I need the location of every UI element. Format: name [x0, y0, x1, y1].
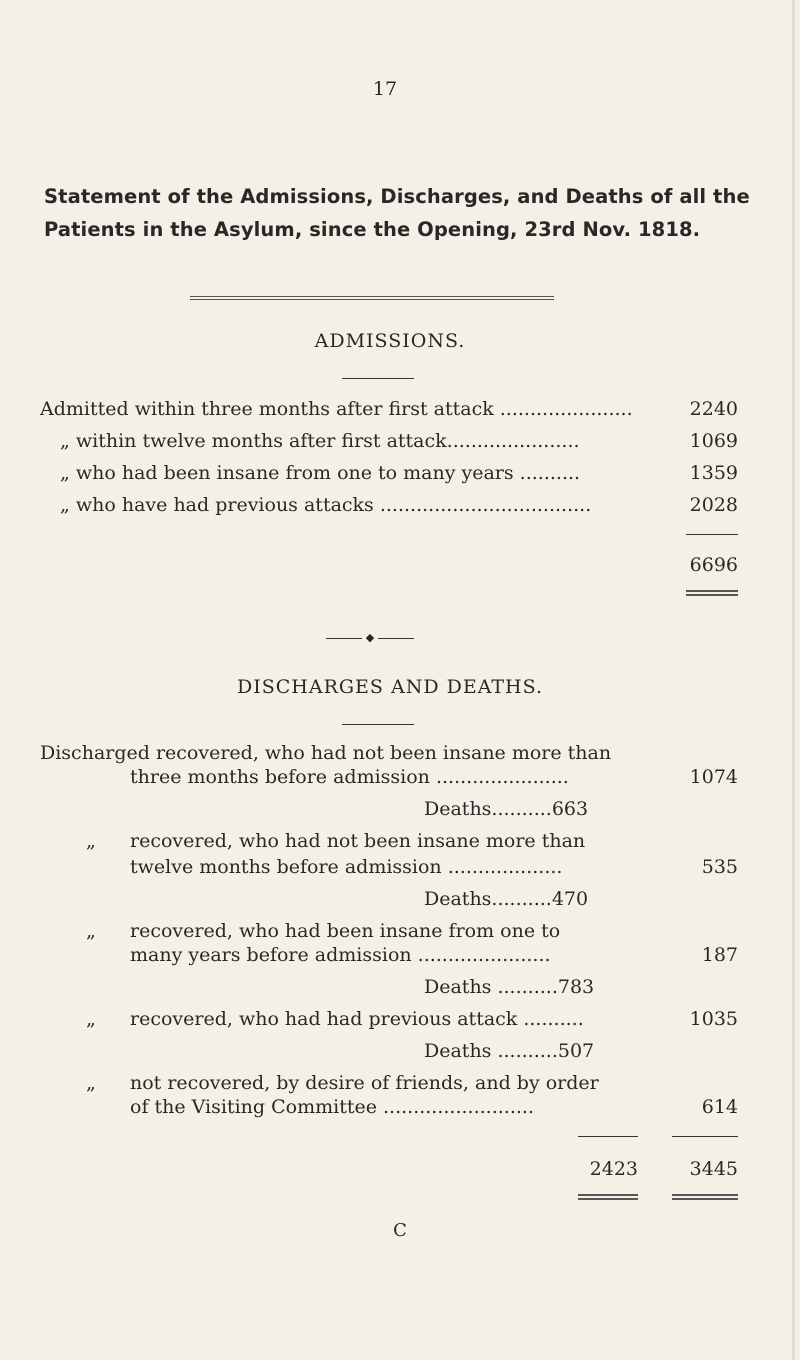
deaths-total: 2423 [589, 1158, 638, 1180]
admissions-heading-rule [342, 378, 414, 379]
admission-row-value: 2240 [689, 398, 738, 420]
discharge-row-value: 187 [701, 944, 738, 966]
discharge-row-deaths: Deaths ..........783 [424, 976, 595, 998]
discharge-row-deaths: Deaths..........470 [424, 888, 589, 910]
discharge-row-value: 535 [701, 856, 738, 878]
discharge-row-value: 614 [701, 1096, 738, 1118]
admission-row-label: Admitted within three months after first attack ...................... [40, 398, 633, 420]
ditto-mark: „ [86, 920, 96, 942]
discharges-heading: DISCHARGES AND DEATHS. [236, 676, 544, 698]
admission-row-value: 1359 [689, 462, 738, 484]
admission-row-label: „ who have had previous attacks ................................... [60, 494, 592, 516]
discharge-row-line-1: recovered, who had had previous attack .......... [130, 1008, 584, 1030]
admission-row-value: 2028 [689, 494, 738, 516]
discharge-row-deaths: Deaths ..........507 [424, 1040, 595, 1062]
admission-row-value: 1069 [689, 430, 738, 452]
discharge-row-line-2: three months before admission ...................... [130, 766, 569, 788]
title-rule [190, 296, 554, 300]
discharge-row-line-1: Discharged recovered, who had not been insane more than [40, 742, 612, 764]
admissions-sum-rule [686, 534, 738, 535]
signature-mark: C [393, 1220, 407, 1241]
discharge-row-line-2: twelve months before admission ................... [130, 856, 563, 878]
admissions-total: 6696 [689, 554, 738, 576]
admissions-total-rule [686, 590, 738, 596]
deaths-total-rule [578, 1194, 638, 1200]
discharge-row-line-1: recovered, who had not been insane more than [130, 830, 586, 852]
title-line-1: Statement of the Admissions, Discharges, and Deaths of all the [44, 185, 750, 208]
page-edge [792, 0, 795, 1360]
discharge-row-line-1: recovered, who had been insane from one to [130, 920, 561, 942]
diamond-icon: ◆ [365, 631, 375, 644]
discharge-row-line-2: many years before admission ...................... [130, 944, 551, 966]
discharge-row-value: 1074 [689, 766, 738, 788]
admission-row-label: „ who had been insane from one to many years .......... [60, 462, 581, 484]
title-line-2: Patients in the Asylum, since the Opening, 23rd Nov. 1818. [44, 218, 701, 241]
ornament-rule-right [378, 638, 414, 639]
ditto-mark: „ [86, 1008, 96, 1030]
page-number: 17 [372, 78, 398, 100]
discharge-row-line-2: of the Visiting Committee ......................... [130, 1096, 534, 1118]
page-title [44, 180, 764, 246]
discharge-row-deaths: Deaths..........663 [424, 798, 589, 820]
admissions-heading: ADMISSIONS. [314, 330, 466, 352]
ditto-mark: „ [86, 1072, 96, 1094]
discharge-row-value: 1035 [689, 1008, 738, 1030]
section-ornament [326, 632, 416, 646]
discharges-total: 3445 [689, 1158, 738, 1180]
discharges-heading-rule [342, 724, 414, 725]
discharges-total-rule [672, 1194, 738, 1200]
ditto-mark: „ [86, 830, 96, 852]
ornament-rule-left [326, 638, 362, 639]
discharge-row-line-1: not recovered, by desire of friends, and by order [130, 1072, 599, 1094]
admission-row-label: „ within twelve months after first attack...................... [60, 430, 580, 452]
deaths-sum-rule [578, 1136, 638, 1137]
discharges-sum-rule [672, 1136, 738, 1137]
